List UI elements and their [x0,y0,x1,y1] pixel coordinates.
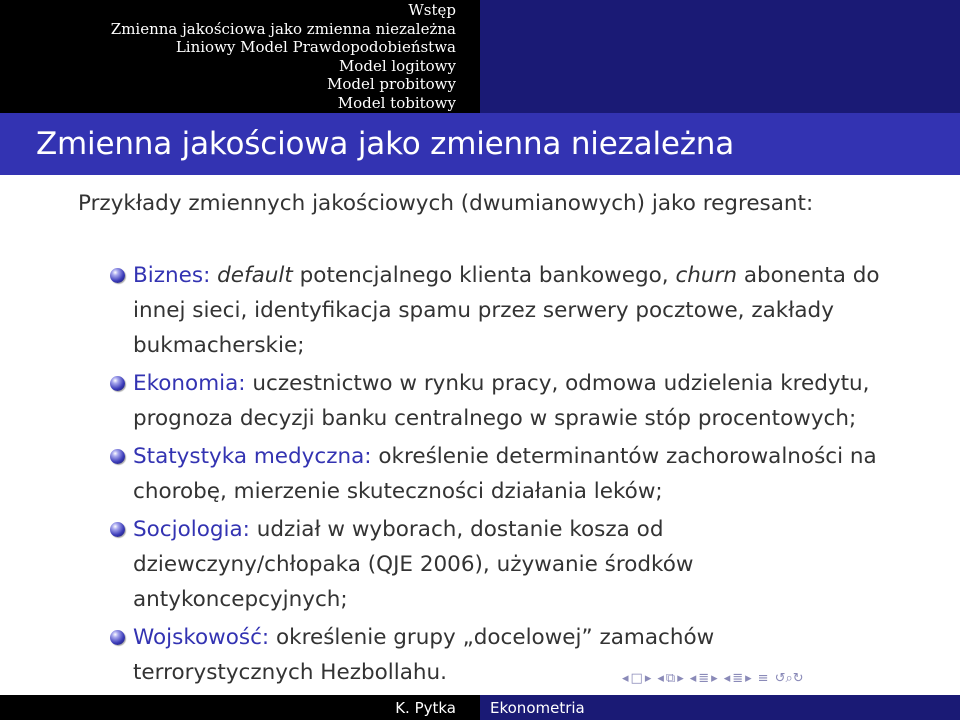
footer [0,695,960,720]
category-label: Statystyka medyczna: [133,444,372,469]
subsection-next-icon[interactable]: ▸ [677,671,684,686]
nav-section-zmienna-jakosciowa[interactable]: Zmienna jakościowa jako zmienna niezależna [110,19,456,38]
nav-section-lmp[interactable]: Liniowy Model Prawdopodobieństwa [175,38,456,56]
section-icon[interactable]: ≣ [698,671,710,686]
frame-title-bar [0,113,960,175]
nav-section-wstep[interactable]: Wstęp [408,1,456,19]
category-label: Biznes: [133,263,211,288]
part-next-icon[interactable]: ▸ [745,671,752,686]
item-text: potencjalnego klienta bankowego, [292,263,676,288]
item-text: określenie determinantów zachorowalności na chorobę, mierzenie skuteczności działania leków; [133,444,877,504]
align-icon[interactable]: ≡ [757,671,769,686]
frame-icon[interactable]: □ [630,671,643,686]
footer-author-box [0,695,480,720]
ball-bullet-icon [110,268,125,283]
category-label: Socjologia: [133,517,250,542]
frame-next-icon[interactable]: ▸ [644,671,652,686]
intro-text: Przykłady zmiennych jakościowych (dwumianowych) jako regresant: [78,191,814,216]
ball-bullet-icon [110,522,125,537]
item-emphasis: default [217,263,293,288]
list-item [104,512,894,617]
frame-nav [622,670,651,688]
item-text: uczestnictwo w rynku pracy, odmowa udzielenia kredytu, prognoza decyzji banku centralnego w sprawie stóp procentowych; [133,371,870,431]
nav-section-tobit[interactable]: Model tobitowy [337,93,456,112]
subsection-nav [480,0,960,113]
list-item [104,258,894,363]
footer-author: K. Pytka [395,698,456,717]
subsection-icon[interactable]: ⧉ [665,671,676,686]
frame-title: Zmienna jakościowa jako zmienna niezależna [36,126,735,162]
part-icon[interactable]: ≣ [732,671,744,686]
section-nav-symbols [690,670,718,688]
nav-section-probit[interactable]: Model probitowy [326,75,456,93]
item-text: abonenta do innej sieci, identyfikacja spamu przez serwery pocztowe, zakłady bukmacherskie; [133,263,880,358]
nav-section-logit[interactable]: Model logitowy [338,56,456,75]
list-item [104,366,894,436]
footer-course-box [480,695,960,720]
beamer-navigation-symbols [622,670,804,688]
list-item [104,439,894,509]
part-prev-icon[interactable]: ◂ [723,671,731,686]
category-label: Wojskowość: [133,625,270,650]
category-label: Ekonomia: [133,371,246,396]
section-nav [0,0,480,113]
item-text: udział w wyborach, dostanie kosza od dziewczyny/chłopaka (QJE 2006), używanie środków antykoncepcyjnych; [133,517,694,612]
header-navigation [0,0,960,113]
ball-bullet-icon [110,376,125,391]
frame-prev-icon[interactable]: ◂ [622,671,629,686]
section-prev-icon[interactable]: ◂ [689,671,697,686]
search-icon[interactable]: ↺⌕↻ [774,671,804,686]
ball-bullet-icon [110,449,125,464]
item-emphasis: churn [675,263,737,288]
subsection-prev-icon[interactable]: ◂ [657,671,664,686]
example-list [104,258,894,690]
slide-content [0,175,960,685]
item-text: określenie grupy „docelowej” zamachów terrorystycznych Hezbollahu. [133,625,715,685]
ball-bullet-icon [110,630,125,645]
part-nav-symbols [724,670,752,688]
subsection-nav-symbols [657,670,683,688]
section-next-icon[interactable]: ▸ [711,671,718,686]
footer-course: Ekonometria [490,698,585,717]
